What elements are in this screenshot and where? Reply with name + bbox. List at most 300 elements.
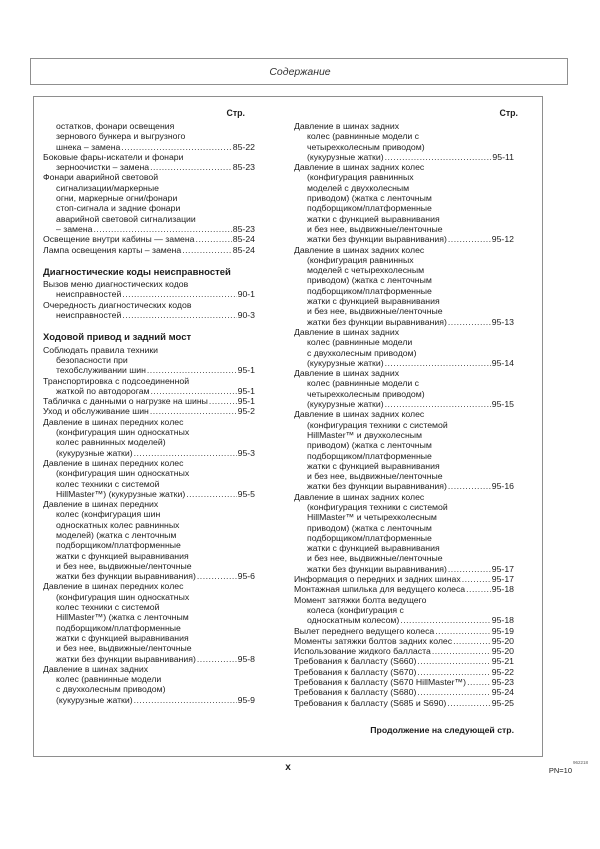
toc-line [43,427,255,437]
entry-text: (кукурузные жатки) [307,151,384,162]
entry-text: Момент затяжки болта ведущего [294,594,427,605]
toc-line [43,279,255,289]
continuation-note: Продолжение на следующей стр. [370,724,514,735]
entry-text: (конфигурация техники с системой [307,419,448,430]
toc-line [294,420,514,430]
toc-column-right [294,121,514,735]
section-heading: Ходовой привод и задний мост [43,332,192,344]
page-column-label-right: Стр. [499,108,518,118]
entry-text: Давление в шинах задних [294,326,400,337]
entry-text: и без нее, выдвижные/ленточные [56,643,192,654]
entry-text: подборщиком/платформенные [56,622,181,633]
entry-text: стоп-сигнала и задние фонари [56,203,181,214]
page-column-label-left: Стр. [226,108,245,118]
entry-text: шнека – замена [56,141,121,152]
toc-entry [294,595,514,626]
entry-text: приводом) (жатка с ленточным [307,522,432,533]
toc-line [294,389,514,399]
entry-page-number: 95-6 [237,571,255,582]
toc-line [294,564,514,574]
toc-line [294,224,514,234]
entry-page-number: 95-9 [237,694,255,705]
entry-text: (кукурузные жатки) [56,447,133,458]
toc-entry [294,327,514,368]
toc-entry [43,172,255,234]
entry-text: жатки без функции выравнивания) [56,571,196,582]
toc-line [43,664,255,674]
entry-text: неисправностей [56,310,122,321]
toc-line [294,172,514,182]
entry-text: Фонари аварийной световой [43,172,159,183]
toc-entry [294,636,514,646]
entry-page-number: 95-22 [491,666,514,677]
toc-line [43,355,255,365]
toc-line [43,417,255,427]
toc-line [294,234,514,244]
entry-text: – замена [56,223,93,234]
toc-line [43,193,255,203]
entry-text: Требования к балласту (S670 HillMaster™) [294,677,467,688]
toc-line [294,368,514,378]
toc-line [43,674,255,684]
toc-line [43,152,255,162]
dot-leader [121,142,231,152]
toc-line [294,492,514,502]
entry-text: подборщиком/платформенные [307,285,432,296]
toc-entry [294,162,514,244]
entry-text: жатки без функции выравнивания) [307,234,447,245]
toc-line [294,471,514,481]
toc-line [43,551,255,561]
toc-line [43,203,255,213]
toc-line [294,553,514,563]
entry-text: Соблюдать правила техники [43,344,159,355]
entry-text: жатки без функции выравнивания) [56,653,196,664]
toc-entry [43,458,255,499]
entry-text: сигнализации/маркерные [56,182,159,193]
toc-entry [294,687,514,697]
entry-page-number: 95-5 [237,488,255,499]
toc-entry [294,574,514,584]
toc-entry [43,121,255,152]
toc-line [43,172,255,182]
entry-text: Монтажная шпилька для ведущего колеса [294,584,466,595]
dot-leader [417,656,490,666]
entry-text: Лампа освещения карты – замена [43,244,182,255]
entry-text: аварийной световой сигнализации [56,213,196,224]
toc-line [294,512,514,522]
toc-line [294,605,514,615]
page-title: Содержание [269,66,331,78]
toc-line [43,310,255,320]
entry-text: приводом) (жатка с ленточным [307,275,432,286]
toc-entry [294,245,514,327]
toc-line [43,448,255,458]
entry-text: колес (равнинные модели [56,674,162,685]
toc-line [43,684,255,694]
entry-text: (конфигурация равнинных [307,172,414,183]
entry-text: подборщиком/платформенные [307,532,432,543]
entry-text: колес (равнинные модели с [307,378,420,389]
toc-line [294,275,514,285]
entry-text: жатки без функции выравнивания) [307,316,447,327]
entry-text: Вылет переднего ведущего колеса [294,625,435,636]
entry-text: приводом) (жатка с ленточным [307,440,432,451]
entry-page-number: 95-24 [491,687,514,698]
toc-line [294,214,514,224]
entry-text: Давление в шинах передних колес [43,416,184,427]
toc-line [43,131,255,141]
entry-text: Давление в шинах задних [43,663,149,674]
toc-entry [294,677,514,687]
dot-leader [385,152,492,162]
toc-line [294,193,514,203]
entry-text: моделей с четырехколесным [307,265,425,276]
entry-text: безопасности при [56,354,128,365]
toc-line [43,509,255,519]
toc-line [294,615,514,625]
entry-text: Информация о передних и задних шинах [294,574,461,585]
toc-line [294,286,514,296]
toc-line [43,214,255,224]
entry-page-number: 95-20 [491,635,514,646]
entry-page-number: 85-23 [232,162,255,173]
entry-text: (кукурузные жатки) [56,694,133,705]
dot-leader [209,396,237,406]
toc-line [294,245,514,255]
entry-text: техобслуживании шин [56,365,146,376]
entry-text: Давление в шинах передних колес [43,581,184,592]
entry-page-number: 95-18 [491,584,514,595]
toc-entry [294,492,514,574]
entry-text: жаткой по автодорогам [56,385,150,396]
toc-line [294,142,514,152]
entry-text: колес техники с системой [56,602,160,613]
entry-page-number: 85-22 [232,141,255,152]
entry-page-number: 95-20 [491,646,514,657]
entry-text: жатки без функции выравнивания) [307,481,447,492]
entry-text: четырехколесным приводом) [307,141,425,152]
entry-text: HillMaster™ и двухколесным [307,429,422,440]
dot-leader [196,234,232,244]
toc-line [294,378,514,388]
dot-leader [182,245,232,255]
toc-line [43,540,255,550]
entry-page-number: 95-23 [491,677,514,688]
toc-line [294,317,514,327]
toc-entry [43,300,255,321]
toc-line [294,337,514,347]
entry-text: Давление в шинах передних [43,499,159,510]
entry-text: моделей с двухколесным [307,182,410,193]
entry-text: приводом) (жатка с ленточным [307,193,432,204]
entry-text: жатки с функцией выравнивания [307,460,440,471]
toc-entry [294,646,514,656]
toc-line [294,183,514,193]
toc-line [294,306,514,316]
toc-line [294,523,514,533]
entry-text: Моменты затяжки болтов задних колес [294,635,453,646]
dot-leader [94,224,232,234]
entry-text: Освещение внутри кабины — замена [43,234,195,245]
dot-leader [467,677,491,687]
entry-text: и без нее, выдвижные/ленточные [307,471,443,482]
dot-leader [435,626,491,636]
entry-page-number: 95-25 [491,697,514,708]
entry-text: огни, маркерные огни/фонари [56,193,178,204]
toc-line [294,543,514,553]
toc-line [43,345,255,355]
toc-line [43,602,255,612]
entry-page-number: 95-17 [491,574,514,585]
entry-text: Очередность диагностических кодов [43,299,192,310]
entry-text: жатки с функцией выравнивания [307,296,440,307]
toc-entry [43,279,255,300]
toc-line [294,574,514,584]
entry-text: и без нее, выдвижные/ленточные [307,553,443,564]
entry-page-number: 85-23 [232,223,255,234]
entry-page-number: 95-16 [491,481,514,492]
dot-leader [466,584,491,594]
toc-line [43,245,255,255]
entry-text: (конфигурация техники с системой [307,501,448,512]
entry-page-number: 90-1 [237,289,255,300]
dot-leader [151,386,237,396]
toc-entry [43,406,255,416]
toc-line [43,612,255,622]
toc-line [43,289,255,299]
entry-text: подборщиком/платформенные [307,450,432,461]
toc-entry [43,234,255,244]
toc-line [43,530,255,540]
entry-text: подборщиком/платформенные [56,540,181,551]
entry-text: и без нее, выдвижные/ленточные [56,560,192,571]
dot-leader [122,310,236,320]
dot-leader [448,234,491,244]
entry-text: зернового бункера и выгрузного [56,131,186,142]
toc-line [294,430,514,440]
toc-line [294,409,514,419]
toc-line [294,358,514,368]
toc-line [43,121,255,131]
toc-line [294,255,514,265]
toc-line [43,581,255,591]
entry-text: неисправностей [56,289,122,300]
dot-leader [448,564,491,574]
dot-leader [134,695,237,705]
entry-text: жатки с функцией выравнивания [56,632,189,643]
toc-line [294,667,514,677]
toc-line [294,162,514,172]
toc-line [294,121,514,131]
toc-line [294,265,514,275]
toc-line [294,399,514,409]
toc-line [294,677,514,687]
toc-line [43,520,255,530]
dot-leader [150,406,237,416]
toc-entry [294,656,514,666]
entry-page-number: 95-1 [237,396,255,407]
toc-line [294,348,514,358]
entry-page-number: 95-3 [237,447,255,458]
toc-line [43,142,255,152]
entry-page-number: 90-3 [237,310,255,321]
toc-line [43,561,255,571]
entry-text: моделей) (жатка с ленточным [56,529,177,540]
entry-page-number: 95-1 [237,385,255,396]
entry-text: жатки без функции выравнивания) [307,563,447,574]
toc-entry [43,581,255,663]
pn-number: PN=10 [548,766,572,775]
entry-text: (конфигурация шин односкатных [56,591,190,602]
dot-leader [385,358,491,368]
dot-leader [122,289,236,299]
entry-text: зерноочистки – замена [56,162,150,173]
toc-line [43,458,255,468]
toc-line [43,571,255,581]
toc-line [43,499,255,509]
entry-text: жатки с функцией выравнивания [307,543,440,554]
toc-entry [294,121,514,162]
dot-leader [462,574,491,584]
toc-line [43,162,255,172]
entry-text: с двухколесным приводом) [307,347,417,358]
toc-entry [43,376,255,397]
toc-line [43,406,255,416]
toc-line [294,687,514,697]
entry-text: колеса (конфигурация с [307,604,404,615]
toc-line [43,592,255,602]
toc-line [294,698,514,708]
dot-leader [417,667,490,677]
toc-content-box [33,96,543,757]
entry-page-number: 85-24 [232,234,255,245]
entry-text: (конфигурация равнинных [307,254,414,265]
entry-text: Давление в шинах передних колес [43,457,184,468]
toc-line [294,502,514,512]
dot-leader [448,481,491,491]
toc-entry [294,409,514,491]
toc-line [294,584,514,594]
dot-leader [417,687,490,697]
dot-leader [385,399,491,409]
entry-text: Давление в шинах задних [294,121,400,131]
dot-leader [186,489,236,499]
dot-leader [447,698,490,708]
dot-leader [400,615,490,625]
toc-entry [43,345,255,376]
entry-page-number: 95-19 [491,625,514,636]
entry-page-number: 95-8 [237,653,255,664]
entry-text: колес (равнинные модели с [307,131,420,142]
toc-line [43,654,255,664]
dot-leader [150,162,232,172]
toc-line [43,643,255,653]
toc-entry [43,152,255,173]
toc-line [43,396,255,406]
entry-text: HillMaster™ и четырехколесным [307,512,437,523]
entry-page-number: 95-18 [491,615,514,626]
entry-page-number: 95-2 [237,406,255,417]
entry-text: Требования к балласту (S670) [294,666,417,677]
toc-column-left [43,121,255,705]
dot-leader [134,448,237,458]
entry-page-number: 95-12 [491,234,514,245]
toc-line [43,376,255,386]
entry-text: Вызов меню диагностических кодов [43,279,189,290]
entry-text: Давление в шинах задних колес [294,491,425,502]
toc-line [294,636,514,646]
toc-line [43,365,255,375]
toc-line [294,203,514,213]
entry-text: Транспортировка с подсоединенной [43,375,190,386]
entry-text: Уход и обслуживание шин [43,406,149,417]
entry-page-number: 95-1 [237,365,255,376]
entry-text: остатков, фонари освещения [56,121,175,131]
entry-text: Требования к балласту (S685 и S690) [294,697,447,708]
print-code: 962218 [572,760,588,765]
section-heading: Диагностические коды неисправностей [43,266,231,278]
entry-text: жатки с функцией выравнивания [307,213,440,224]
entry-text: HillMaster™) (жатка с ленточным [56,612,189,623]
entry-text: Требования к балласту (S680) [294,687,417,698]
entry-page-number: 95-13 [491,316,514,327]
entry-text: Использование жидкого балласта [294,646,431,657]
entry-text: с двухколесным приводом) [56,684,166,695]
entry-text: Табличка с данными о нагрузке на шины [43,396,208,407]
toc-line [43,300,255,310]
toc-line [294,296,514,306]
entry-text: Давление в шинах задних [294,368,400,379]
entry-text: (конфигурация шин односкатных [56,468,190,479]
toc-line [294,656,514,666]
toc-entry [43,245,255,255]
toc-line [294,646,514,656]
entry-page-number: 95-15 [491,399,514,410]
entry-text: колес техники с системой [56,478,160,489]
entry-text: четырехколесным приводом) [307,388,425,399]
toc-line [294,595,514,605]
toc-entry [294,368,514,409]
entry-text: подборщиком/платформенные [307,203,432,214]
entry-text: колес (равнинные модели [307,337,413,348]
toc-line [43,234,255,244]
toc-line [294,533,514,543]
entry-text: (кукурузные жатки) [307,357,384,368]
entry-text: HillMaster™) (кукурузные жатки) [56,488,186,499]
dot-leader [197,654,237,664]
dot-leader [197,571,237,581]
entry-text: (кукурузные жатки) [307,399,384,410]
entry-text: Боковые фары-искатели и фонари [43,151,184,162]
entry-text: и без нее, выдвижные/ленточные [307,223,443,234]
entry-text: колес (конфигурация шин [56,509,161,520]
entry-text: односкатным колесом) [307,615,400,626]
toc-line [294,131,514,141]
dot-leader [432,646,491,656]
entry-text: колес равнинных моделей) [56,437,166,448]
entry-page-number: 95-17 [491,563,514,574]
entry-text: жатки с функцией выравнивания [56,550,189,561]
toc-entry [43,396,255,406]
entry-page-number: 95-21 [491,656,514,667]
toc-line [43,479,255,489]
toc-line [294,481,514,491]
toc-entry [43,664,255,705]
entry-text: Требования к балласту (S660) [294,656,417,667]
entry-page-number: 95-14 [491,357,514,368]
dot-leader [448,317,491,327]
